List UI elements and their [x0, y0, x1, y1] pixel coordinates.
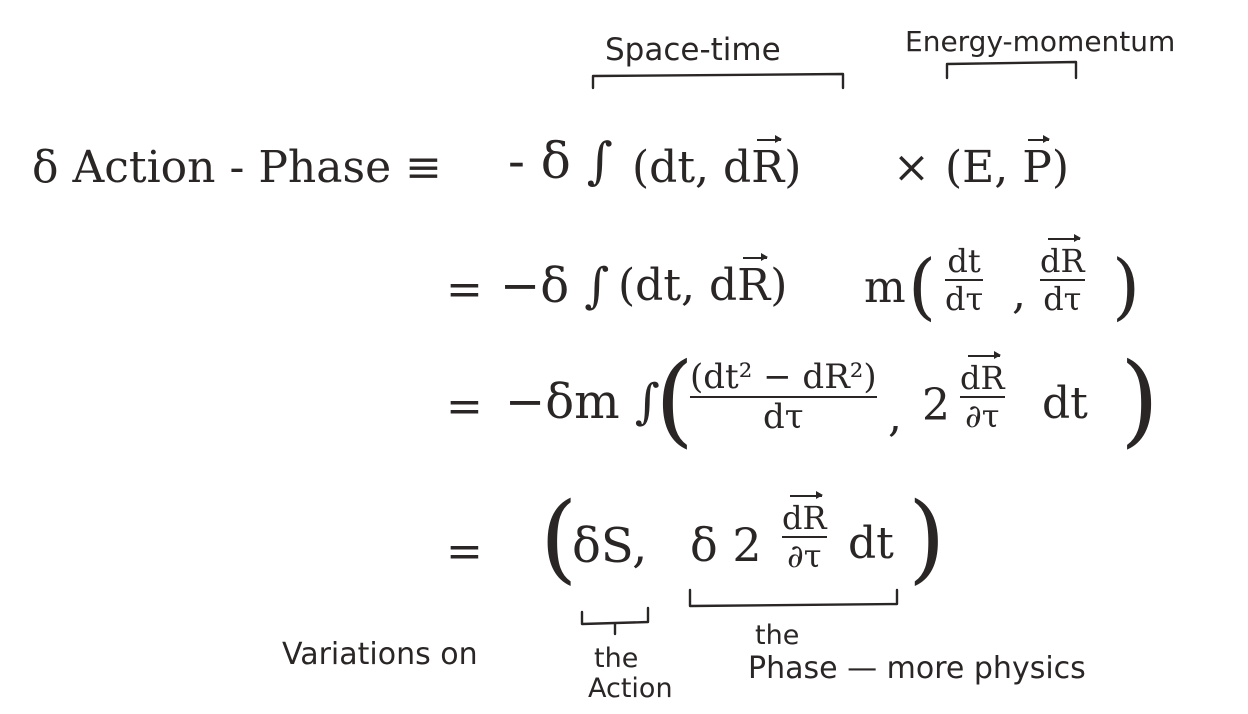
phase-bracket [690, 590, 897, 606]
the-action-note-2: Action [588, 673, 673, 704]
line4-fraction-dR-dtau [782, 499, 827, 575]
line3-frac2-num: dR [960, 359, 1005, 397]
line1-energy-open: (E, [945, 142, 1023, 193]
line1-energy-close: ) [1051, 142, 1070, 193]
line4-equals: = [446, 526, 483, 577]
line2-vector [618, 260, 788, 311]
line2-vector-text: (dt, d [618, 260, 738, 311]
line2-prefix: −δ ∫ [500, 258, 610, 314]
line1-spacetime-text: (dt, d [632, 142, 752, 193]
line2-mass: m [864, 262, 906, 313]
the-phase-note-1: the [755, 620, 800, 651]
line1-spacetime-R: R [751, 142, 785, 193]
line3-two: 2 [922, 380, 950, 431]
line3-comma: , [888, 391, 902, 442]
space-time-label: Space-time [605, 32, 781, 68]
line4-delta-s: δS, [572, 518, 648, 574]
line4-close-paren: ) [908, 482, 946, 594]
line1-times: × [893, 142, 930, 193]
line2-open-paren: ( [908, 244, 937, 328]
line3-frac1-num: (dt² − dR²) [690, 357, 877, 397]
line1-energy-vector [945, 142, 1070, 193]
line4-open-paren: ( [540, 482, 578, 594]
line2-fraction-dR-dtau [1040, 242, 1085, 318]
line2-frac1-den: dτ [945, 280, 984, 318]
line1-lhs: δ Action - Phase ≡ [32, 142, 442, 193]
line1-energy-P: P [1022, 142, 1052, 193]
line3-fraction-dR-dtau [960, 359, 1005, 435]
line2-fraction-dt-dtau [945, 242, 984, 318]
line2-frac2-den: dτ [1043, 280, 1082, 318]
the-action-note-1: the [594, 643, 639, 674]
line3-close-paren: ) [1120, 341, 1160, 458]
line3-frac1-den: dτ [763, 397, 804, 437]
line2-vector-close: ) [770, 260, 788, 311]
energy-momentum-label: Energy-momentum [905, 25, 1176, 58]
line3-frac2-den: ∂τ [965, 397, 1000, 435]
line4-frac-num: dR [782, 499, 827, 537]
line2-frac2-num: dR [1040, 242, 1085, 280]
line3-fraction-interval [690, 357, 877, 437]
energy-momentum-bracket [947, 62, 1076, 78]
line2-equals: = [446, 264, 483, 315]
line3-dt: dt [1042, 378, 1088, 429]
line3-open-paren: ( [655, 341, 695, 458]
variations-on-note: Variations on [282, 637, 478, 672]
line1-spacetime-close: ) [784, 142, 802, 193]
line1-rhs-prefix: - δ ∫ [508, 132, 613, 190]
the-phase-note-2: Phase — more physics [748, 651, 1086, 686]
action-bracket [582, 608, 648, 624]
line1-spacetime-vector [632, 142, 802, 193]
line2-close-paren: ) [1112, 244, 1141, 328]
line2-comma: , [1012, 268, 1026, 319]
line3-prefix: −δm ∫ [505, 374, 660, 430]
line4-frac-den: ∂τ [787, 537, 822, 575]
line4-delta-two: δ 2 [690, 518, 762, 572]
line2-frac1-num: dt [947, 242, 981, 280]
line4-dt: dt [848, 518, 894, 569]
line2-vector-R: R [737, 260, 771, 311]
space-time-bracket [593, 74, 843, 88]
line3-equals: = [446, 381, 483, 432]
